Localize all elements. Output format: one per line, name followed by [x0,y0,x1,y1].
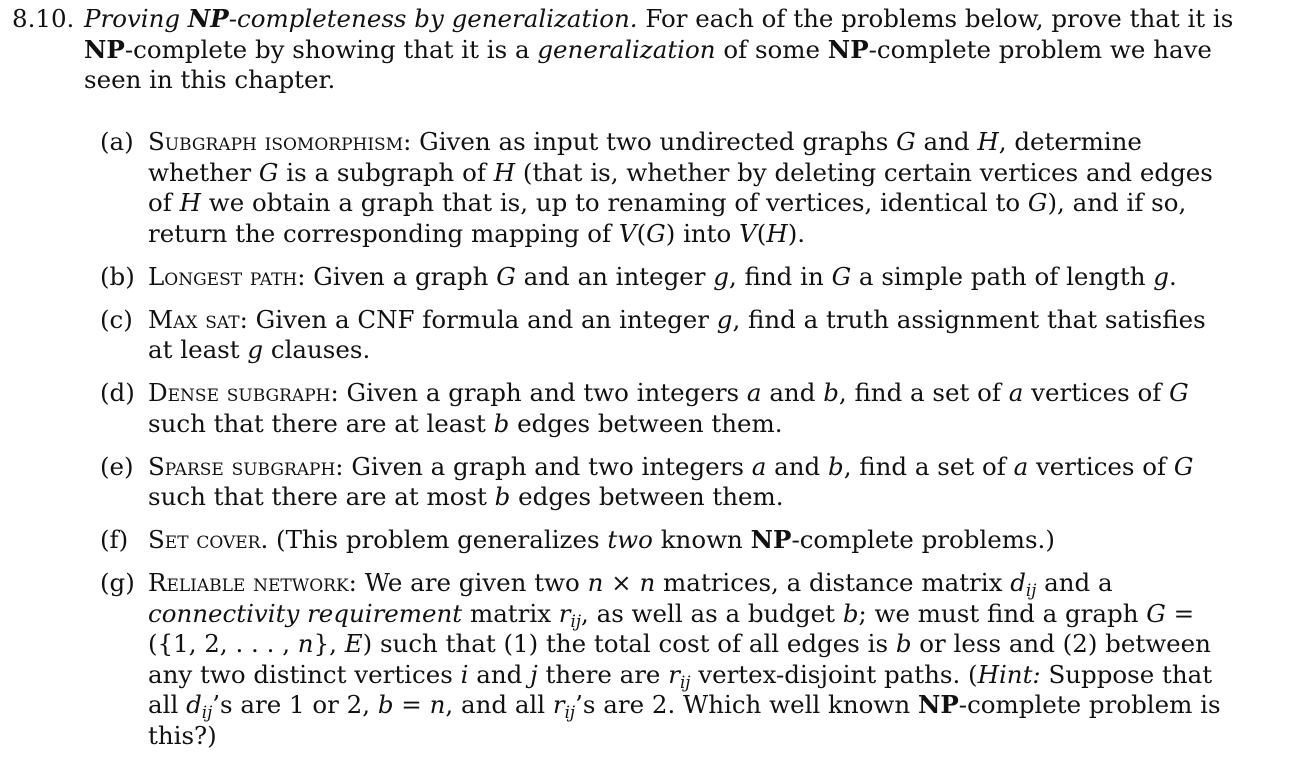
problem-name: Max sat: [148,304,248,334]
np-term: NP [187,4,229,33]
emphasis-generalization: generalization [537,34,716,64]
problem-list [100,127,1230,764]
np-term: NP [750,525,792,554]
np-term: NP [917,690,959,719]
problem-item-sparse-subgraph: (e) Sparse subgraph: Given a graph and two integers a and b, find a set of a vertices of G such that there are at most b edges between them. [100,451,1194,511]
problem-item-reliable-network: (g) Reliable network: We are given two n × n matrices, a distance matrix $d_{ij}$ and a connectivity requirement matrix $r_{ij}$, as well as a budget b; we must find a graph G = ({1, 2, . . . , n}, E) such that (1) the total cost of all edges is b or less and (2) between any two distinct vertices i and j there are $r_{ij}$ vertex-disjoint paths. (Hint: Suppose that all $d_{ij}’s$ are 1 or 2, b = n, and all $r_{ij}’s$ are 2. Which well known NP-complete problem is this?) [100,568,1221,750]
exercise-statement [12,4,1242,96]
item-label: (b) [100,261,135,291]
emphasis-two: two [607,525,653,554]
problem-item-subgraph-isomorphism: (a) Subgraph isomorphism: Given as input two undirected graphs G and H, determine whether G is a subgraph of H (that is, whether by deleting certain vertices and edges of H we obtain a graph that is, up to renaming of vertices, identical to G), and if so, return the corresponding mapping of V(G) into V(H). [100,127,1213,248]
problem-name: Sparse subgraph: [148,451,344,481]
problem-item-set-cover: (f) Set cover. (This problem generalizes two known NP-complete problems.) [100,525,1055,554]
item-label: (a) [100,127,134,156]
problem-item-max-sat: (c) Max sat: Given a CNF formula and an integer g, find a truth assignment that satisfies at least g clauses. [100,304,1206,364]
emphasis-connectivity: connectivity requirement [148,598,463,628]
item-label: (c) [100,304,133,334]
item-label: (g) [100,568,135,597]
hint-label: Hint: [977,659,1041,689]
problem-item-longest-path: (b) Longest path: Given a graph G and an integer g, find in G a simple path of length g. [100,261,1177,291]
item-label: (f) [100,525,129,554]
item-label: (e) [100,451,134,481]
np-term: NP [84,34,125,64]
problem-name: Dense subgraph: [148,378,339,407]
item-label: (d) [100,378,135,407]
problem-name: Subgraph isomorphism: [148,127,412,156]
np-term: NP [827,34,869,64]
problem-name: Reliable network: [148,568,357,597]
problem-name: Longest path: [148,261,306,291]
problem-name: Set cover. [148,525,269,554]
exercise-title: Proving NP-completeness by generalization. [84,4,638,33]
exercise-number: 8.10. [12,4,75,33]
problem-item-dense-subgraph: (d) Dense subgraph: Given a graph and two integers a and b, find a set of a vertices of G such that there are at least b edges between them. [100,378,1189,438]
exercise-intro: Proving NP-completeness by generalization. For each of the problems below, prove that it is NP-complete by showing that it is a generalization of some NP-complete problem we have seen in this chapter. [84,4,1234,94]
